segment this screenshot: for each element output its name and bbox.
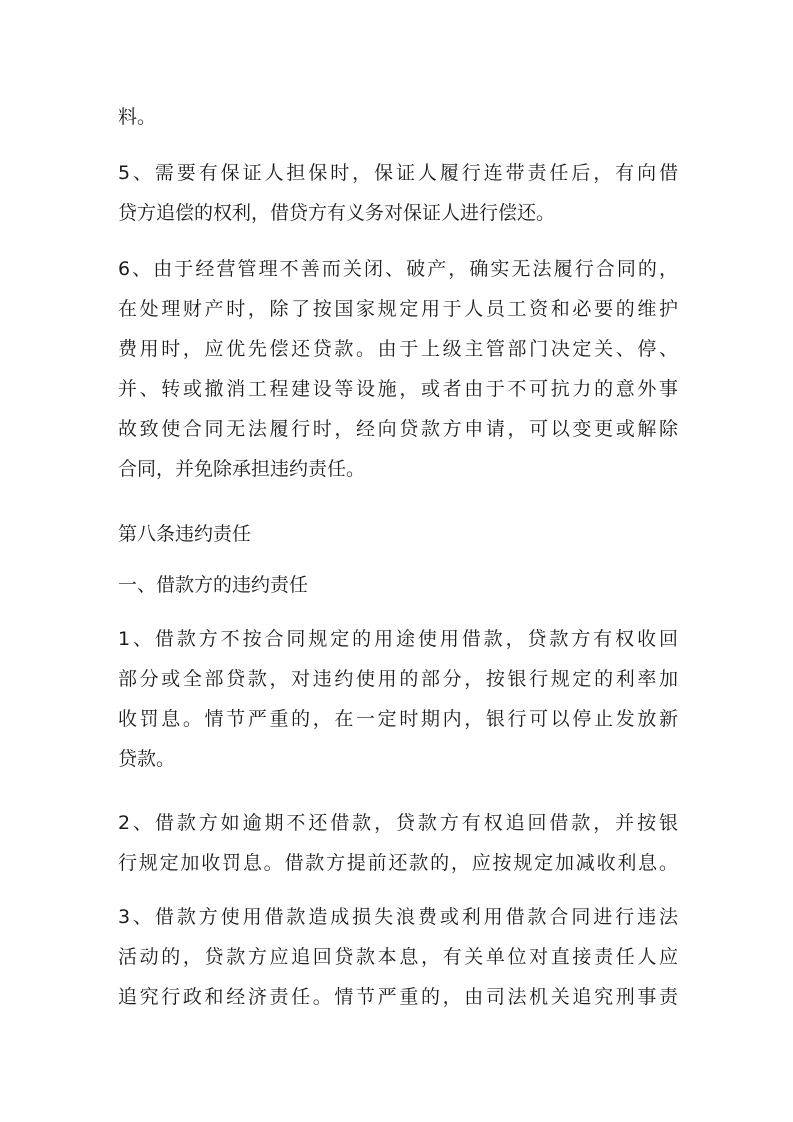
text-line: 追究行政和经济责任。情节严重的，由司法机关追究刑事责: [118, 986, 678, 1008]
text-line: 活动的，贷款方应追回贷款本息，有关单位对直接责任人应: [118, 946, 678, 968]
text-line: 贷款。: [118, 748, 176, 770]
text-line: 1、借款方不按合同规定的用途使用借款，贷款方有权收回: [118, 628, 678, 650]
section-heading: 第八条违约责任: [118, 523, 252, 545]
text-line: 贷方追偿的权利，借贷方有义务对保证人进行偿还。: [118, 202, 556, 224]
text-line: 料。: [118, 106, 157, 128]
subsection-heading: 一、借款方的违约责任: [118, 574, 309, 596]
text-line: 收罚息。情节严重的，在一定时期内，银行可以停止发放新: [118, 708, 678, 730]
text-line: 3、借款方使用借款造成损失浪费或利用借款合同进行违法: [118, 906, 678, 928]
text-line: 合同，并免除承担违约责任。: [118, 458, 366, 480]
text-line: 故致使合同无法履行时，经向贷款方申请，可以变更或解除: [118, 418, 678, 440]
text-line: 并、转或撤消工程建设等设施，或者由于不可抗力的意外事: [118, 378, 678, 400]
text-line: 6、由于经营管理不善而关闭、破产，确实无法履行合同的，: [118, 258, 678, 280]
text-line: 5、需要有保证人担保时，保证人履行连带责任后，有向借: [118, 162, 678, 184]
text-line: 在处理财产时，除了按国家规定用于人员工资和必要的维护: [118, 298, 678, 320]
text-line: 行规定加收罚息。借款方提前还款的，应按规定加减收利息。: [118, 852, 678, 874]
text-line: 费用时，应优先偿还贷款。由于上级主管部门决定关、停、: [118, 338, 678, 360]
text-line: 2、借款方如逾期不还借款，贷款方有权追回借款，并按银: [118, 812, 678, 834]
text-line: 部分或全部贷款，对违约使用的部分，按银行规定的利率加: [118, 668, 678, 690]
